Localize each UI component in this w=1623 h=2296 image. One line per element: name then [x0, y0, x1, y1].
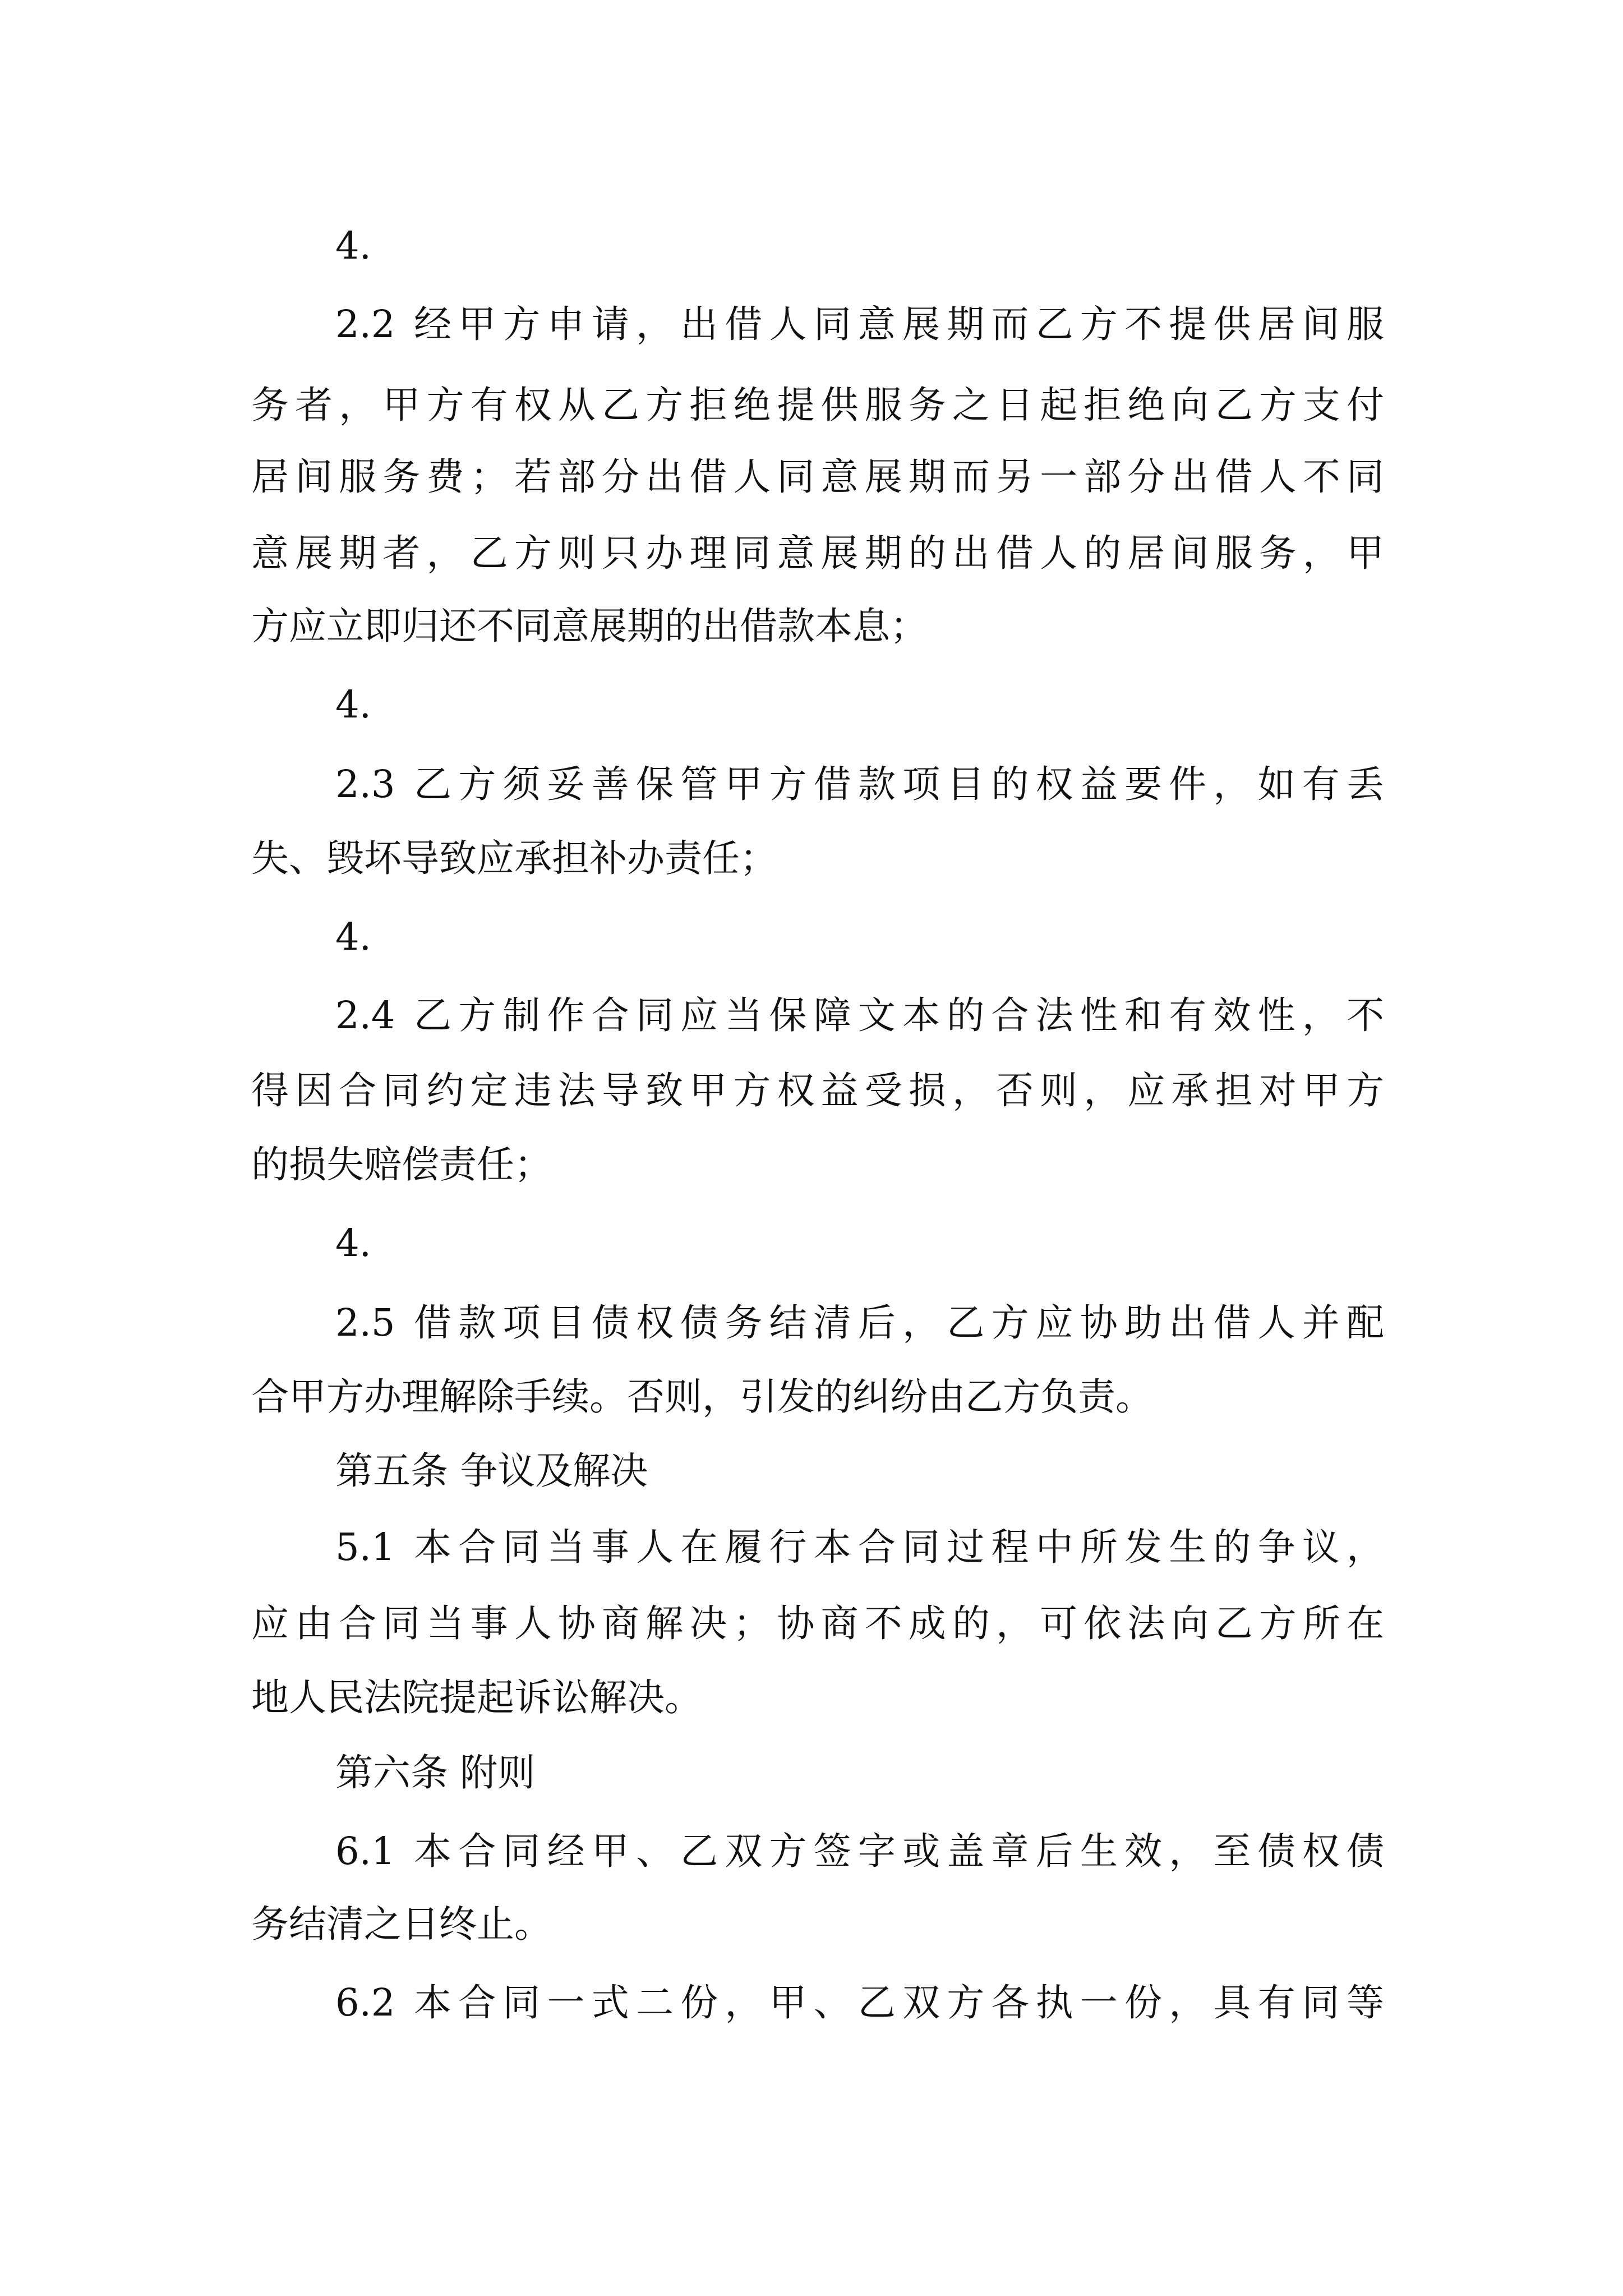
text-line: 2.5 借款项目债权债务结清后，乙方应协助出借人并配 [335, 1301, 1384, 1345]
text-line: 得因合同约定违法导致甲方权益受损，否则，应承担对甲方 [251, 1069, 1384, 1112]
text-line: 的损失赔偿责任； [251, 1143, 552, 1186]
text-line: 4. [335, 1221, 371, 1265]
text-line: 地人民法院提起诉讼解决。 [251, 1676, 702, 1719]
text-line: 6.1 本合同经甲、乙双方签字或盖章后生效，至债权债 [335, 1829, 1384, 1873]
document-page [251, 0, 1384, 2296]
section-heading: 第六条 附则 [335, 1751, 536, 1795]
section-heading: 第五条 争议及解决 [335, 1449, 648, 1493]
text-line: 6.2 本合同一式二份，甲、乙双方各执一份，具有同等 [335, 1981, 1384, 2024]
text-line: 居间服务费；若部分出借人同意展期而另一部分出借人不同 [251, 455, 1384, 499]
text-line: 务者，甲方有权从乙方拒绝提供服务之日起拒绝向乙方支付 [251, 383, 1384, 427]
text-line: 2.4 乙方制作合同应当保障文本的合法性和有效性，不 [335, 993, 1384, 1037]
text-line: 合甲方办理解除手续。否则，引发的纠纷由乙方负责。 [251, 1375, 1153, 1419]
text-line: 5.1 本合同当事人在履行本合同过程中所发生的争议， [335, 1525, 1384, 1569]
text-line: 方应立即归还不同意展期的出借款本息； [251, 604, 928, 648]
text-line: 应由合同当事人协商解决；协商不成的，可依法向乙方所在 [251, 1602, 1384, 1645]
text-line: 失、毁坏导致应承担补办责任； [251, 836, 777, 880]
text-line: 4. [335, 915, 371, 959]
text-line: 务结清之日终止。 [251, 1902, 552, 1946]
text-line: 4. [335, 683, 371, 726]
text-line: 意展期者，乙方则只办理同意展期的出借人的居间服务，甲 [251, 531, 1384, 575]
text-line: 2.3 乙方须妥善保管甲方借款项目的权益要件，如有丢 [335, 762, 1384, 806]
text-line: 2.2 经甲方申请，出借人同意展期而乙方不提供居间服 [335, 302, 1384, 346]
text-line: 4. [335, 224, 371, 268]
